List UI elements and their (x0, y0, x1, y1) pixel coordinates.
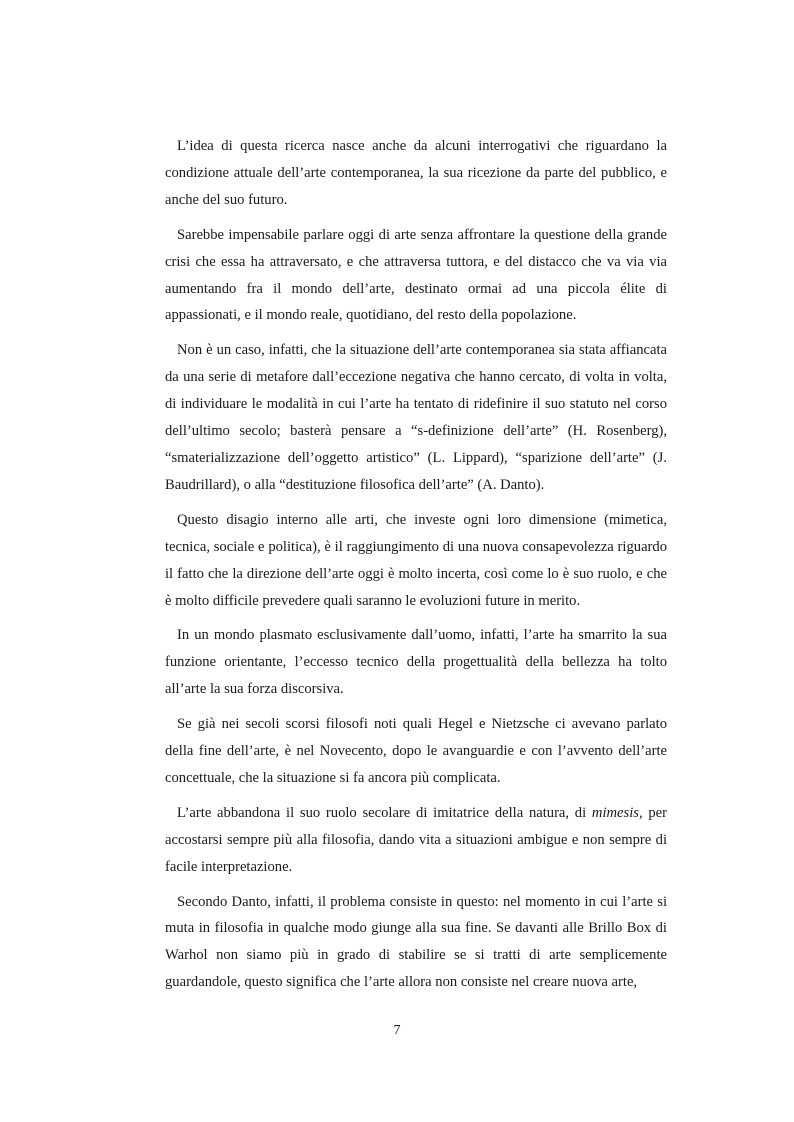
paragraph-6: Se già nei secoli scorsi filosofi noti quali Hegel e Nietzsche ci avevano parlato della fine dell’arte, è nel Novecento, dopo le avanguardie e con l’avvento dell’arte concettuale, che la situazione si fa ancora più complicata. (165, 716, 667, 786)
paragraph-4: Questo disagio interno alle arti, che investe ogni loro dimensione (mimetica, tecnica, sociale e politica), è il raggiungimento di una nuova consapevolezza riguardo il fatto che la direzione dell’arte oggi è molto incerta, così come lo è suo ruolo, e che è molto difficile prevedere quali saranno le evoluzioni future in merito. (165, 511, 667, 609)
paragraph-5: In un mondo plasmato esclusivamente dall’uomo, infatti, l’arte ha smarrito la sua funzione orientante, l’eccesso tecnico della progettualità della bellezza ha tolto all’arte la sua forza discorsiva. (165, 627, 667, 698)
paragraph-3: Non è un caso, infatti, che la situazione dell’arte contemporanea sia stata affiancata da una serie di metafore dall’eccezione negativa che hanno cercato, di volta in volta, di individuare le modalità in cui l’arte ha tentato di ridefinire il suo statuto nel corso dell’ultimo secolo; basterà pensare a “s-definizione dell’arte” (H. Rosenberg), “smaterializzazione dell’oggetto artistico” (L. Lippard), “sparizione dell’arte” (J. Baudrillard), o alla “destituzione filosofica dell’arte” (A. Danto). (165, 342, 667, 493)
paragraph-7 (165, 800, 667, 881)
paragraph-7-text-after: , per accostarsi sempre più alla filosofia, dando vita a situazioni ambigue e non sempre di facile interpretazione. (165, 804, 667, 875)
paragraph-1: L’idea di questa ricerca nasce anche da alcuni interrogativi che riguardano la condizione attuale dell’arte contemporanea, la sua ricezione da parte del pubblico, e anche del suo futuro. (165, 138, 667, 208)
paragraph-2: Sarebbe impensabile parlare oggi di arte senza affrontare la questione della grande crisi che essa ha attraversato, e che attraversa tuttora, e del distacco che va via via aumentando fra il mondo dell’arte, destinato ormai ad una piccola élite di appassionati, e il mondo reale, quotidiano, del resto della popolazione. (165, 226, 667, 324)
page-body (165, 133, 667, 1004)
page-number: 7 (393, 1023, 401, 1038)
paragraph-8: Secondo Danto, infatti, il problema consiste in questo: nel momento in cui l’arte si muta in filosofia in qualche modo giunge alla sua fine. Se davanti alle Brillo Box di Warhol non siamo più in grado di stabilire se si tratti di arte semplicemente guardandole, questo significa che l’arte allora non consiste nel creare nuova arte, (165, 893, 667, 991)
paragraph-7-italic-term: mimesis (591, 804, 639, 821)
paragraph-7-text-before: L’arte abbandona il suo ruolo secolare di imitatrice della natura, di (177, 804, 592, 821)
